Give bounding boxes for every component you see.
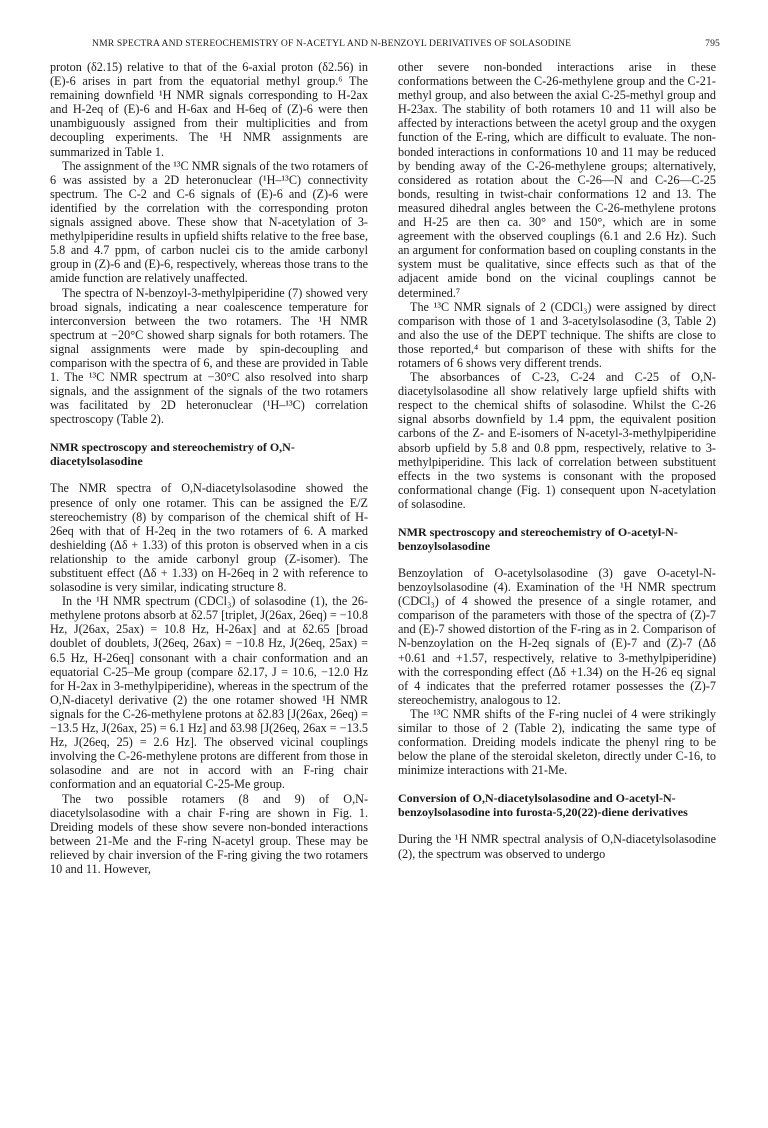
section-heading: NMR spectroscopy and stereochemistry of O,N-diacetylsolasodine <box>50 440 295 469</box>
section-heading: NMR spectroscopy and stereochemistry of O-acetyl-N-benzoylsolasodine <box>398 525 678 553</box>
paragraph: The ¹³C NMR signals of 2 (CDCl₃) were assigned by direct comparison with those of 1 and 3-acetylsolasodine (3, Table 2) and also the use of the DEPT technique. The shifts are close to those reported,⁴ but comparison of these with shifts for the rotamers of 6 shows very different trends. <box>398 299 716 370</box>
paragraph: The two possible rotamers (8 and 9) of O,N-diacetylsolasodine with a chair F-ring are shown in Fig. 1. Dreiding models of these show severe non-bonded interactions between 21-Me and the F-ring N-acetyl group. These may be relieved by chair inversion of the F-ring giving the two rotamers 10 and 11. However, <box>50 791 368 876</box>
paragraph: Benzoylation of O-acetylsolasodine (3) gave O-acetyl-N-benzoylsolasodine (4). Examination of the ¹H NMR spectrum (CDCl₃) of 4 showed the presence of a single rotamer, and comparison of the parameters with those of the spectra of (Z)-7 and (E)-7 showed distortion of the F-ring as in 2. Comparison of N-benzoylation on the H-2eq signals of (E)-7 and (Z)-7 (Δδ +0.61 and +1.57, respectively, relative to 3-methylpiperidine) with the corresponding effect (Δδ +1.34) on the H-26 eq signal of 4 indicates that the preferred rotamer possesses the (Z)-7 stereochemistry, analogous to 12. <box>398 566 716 707</box>
section-heading: Conversion of O,N-diacetylsolasodine and O-acetyl-N-benzoylsolasodine into furosta-5,20(22)-diene derivatives <box>398 791 688 820</box>
paragraph: proton (δ2.15) relative to that of the 6-axial proton (δ2.56) in (E)-6 arises in part from the equatorial methyl group.⁶ The remaining downfield ¹H NMR signals corresponding to H-2ax and H-2eq of (E)-6 and H-6ax and H-6eq of (Z)-6 were then unambiguously assigned from their multiplicities and from decoupling experiments. The ¹H NMR assignments are summarized in Table 1. <box>50 60 368 159</box>
left-column <box>50 60 368 876</box>
paragraph: other severe non-bonded interactions arise in these conformations between the C-26-methylene group and the C-21-methyl group, and also between the axial C-25-methyl group and H-23ax. The stability of both rotamers 10 and 11 will also be affected by interactions between the acetyl group and the oxygen function of the E-ring, which are difficult to evaluate. The non-bonded interactions in conformations 10 and 11 may be reduced by bending away of the C-26-methylene groups; alternatively, considered as rotation about the C-26—N and C-26—C-25 bonds, resulting in twist-chair conformations 12 and 13. The measured dihedral angles between the C-26-methylene protons and H-25 are then ca. 30° and 150°, which are in some agreement with the observed couplings (6.1 and 2.6 Hz). Such an argument for conformation based on coupling constants in the system must be qualitative, since effects such as that of the adjacent amide bond on the vicinal couplings cannot be determined.⁷ <box>398 60 716 300</box>
paragraph: The spectra of N-benzoyl-3-methylpiperidine (7) showed very broad signals, indicating a near coalescence temperature for interconversion between the two rotamers. The ¹H NMR spectrum at −20°C showed sharp signals for both rotamers. The signal assignments were made by spin-decoupling and comparison with the spectra of 6, and these are provided in Table 1. The ¹³C NMR spectrum at −30°C also resolved into sharp signals, and the assignment of the signals of the two rotamers was facilitated by 2D heteronuclear (¹H–¹³C) correlation spectroscopy (Table 2). <box>50 285 368 427</box>
right-column <box>398 60 716 861</box>
paragraph: In the ¹H NMR spectrum (CDCl₃) of solasodine (1), the 26-methylene protons absorb at δ2.57 [triplet, J(26ax, 26eq) = −10.8 Hz, J(26ax, 25ax) = 10.8 Hz, H-26ax] and at δ2.65 [broad doublet of doublets, J(26eq, 26ax) = −10.8 Hz, J(26eq, 25ax) = 6.5 Hz, H-26eq] consonant with a chair conformation and an equatorial C-25–Me group (compare δ2.17, J = 10.6, −12.0 Hz for H-2ax in 3-methylpiperidine), whereas in the spectrum of the O,N-diacetyl derivative (2) the one rotamer showed ¹H NMR signals for the C-26-methylene protons at δ2.83 [J(26ax, 26eq) = −13.5 Hz, J(26ax, 25) = 6.1 Hz] and δ3.98 [J(26eq, 26ax = −13.5 Hz, J(26eq, 25) = 2.6 Hz]. The observed vicinal couplings involving the C-26-methylene protons are different from those in solasodine and are not in accord with an F-ring chair conformation and an equatorial C-25-Me group. <box>50 594 368 792</box>
paragraph: The NMR spectra of O,N-diacetylsolasodine showed the presence of only one rotamer. This can be assigned the E/Z stereochemistry (8) by comparison of the chemical shift of H-26eq with that of H-2eq in the two rotamers of 6. A marked deshielding (Δδ + 1.33) of this proton is observed when in a cis relationship to the amide carbonyl group (Z-isomer). The substituent effect (Δδ + 1.33) on H-26eq in 2 with reference to solasodine is very similar, indicating structure 8. <box>50 481 368 595</box>
running-header <box>60 38 720 52</box>
paragraph: During the ¹H NMR spectral analysis of O,N-diacetylsolasodine (2), the spectrum was observed to undergo <box>398 832 716 861</box>
paragraph: The absorbances of C-23, C-24 and C-25 of O,N-diacetylsolasodine all show relatively large upfield shifts with respect to the chemical shifts of solasodine. Whilst the C-26 signal absorbs downfield by 1.4 ppm, the equivalent position carbons of the Z- and E-isomers of N-acetyl-3-methylpiperidine absorb upfield by 5.8 and 0.8 ppm, respectively, relative to 3-methylpiperidine. This lack of correlation between substituent effects in the two systems is consonant with the proposed conformational change (Fig. 1) consequent upon N-acetylation of solasodine. <box>398 370 716 511</box>
page-number: 795 <box>705 38 720 49</box>
paragraph: The assignment of the ¹³C NMR signals of the two rotamers of 6 was assisted by a 2D heteronuclear (¹H–¹³C) connectivity spectrum. The C-2 and C-6 signals of (E)-6 and (Z)-6 were identified by the correlation with the corresponding proton signals assigned above. These show that N-acetylation of 3-methylpiperidine results in upfield shifts relative to the free base, 5.8 and 4.7 ppm, of carbon nuclei cis to the amide carbonyl group in (Z)-6 and (E)-6, respectively, whereas those trans to the amide function are relatively unaffected. <box>50 158 368 286</box>
running-title: NMR SPECTRA AND STEREOCHEMISTRY OF N-ACETYL AND N-BENZOYL DERIVATIVES OF SOLASODINE <box>92 38 572 49</box>
paragraph: The ¹³C NMR shifts of the F-ring nuclei of 4 were strikingly similar to those of 2 (Table 2), indicating the same type of conformation. Dreiding models indicate the phenyl ring to be below the plane of the steroidal skeleton, directly under C-16, to minimize interactions with 21-Me. <box>398 706 716 778</box>
